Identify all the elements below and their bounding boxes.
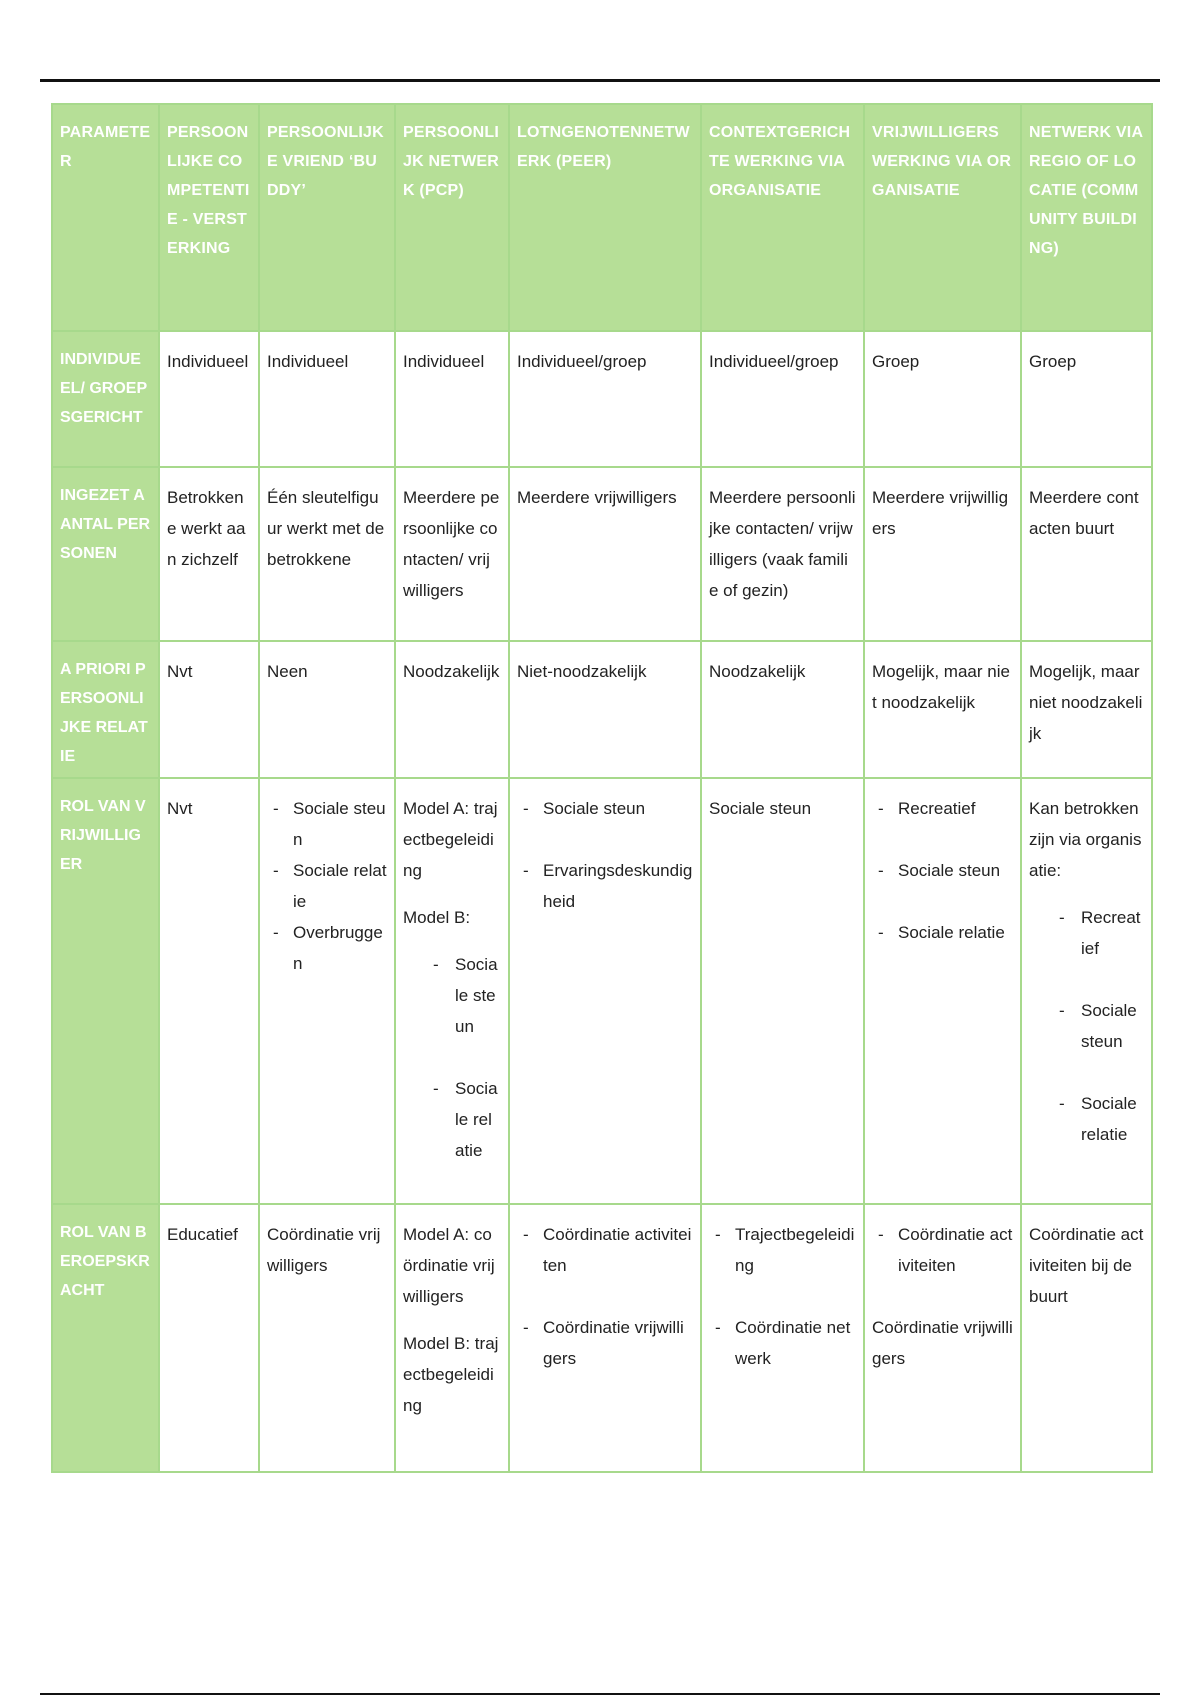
list-item: - Recreatief xyxy=(1029,902,1144,964)
model-a-text: Model A: coördinatie vrijwilligers xyxy=(403,1225,495,1306)
table-cell: Noodzakelijk xyxy=(701,641,864,778)
table-cell xyxy=(509,1204,701,1472)
list-item: - Recreatief xyxy=(872,793,1013,824)
table-cell: Noodzakelijk xyxy=(395,641,509,778)
table-cell: Niet-noodzakelijk xyxy=(509,641,701,778)
table-cell: Meerdere vrijwilligers xyxy=(509,467,701,641)
row-label: ROL VAN VRIJWILLIGER xyxy=(52,778,159,1204)
table-cell: Individueel xyxy=(259,331,395,467)
bullet-list xyxy=(403,949,501,1166)
model-a-text: Model A: trajectbegeleiding xyxy=(403,799,498,880)
table-cell: Meerdere persoonlijke contacten/ vrijwilligers (vaak familie of gezin) xyxy=(701,467,864,641)
table-cell: Individueel xyxy=(395,331,509,467)
header-parameter: PARAMETER xyxy=(52,104,159,331)
table-cell xyxy=(509,778,701,1204)
table-cell: Educatief xyxy=(159,1204,259,1472)
comparison-table-wrapper xyxy=(51,103,1151,1473)
header-buddy: PERSOONLIJKE VRIEND ‘BUDDY’ xyxy=(259,104,395,331)
intro-text: Kan betrokken zijn via organisatie: xyxy=(1029,799,1142,880)
row-label: INDIVIDUEEL/ GROEPSGERICHT xyxy=(52,331,159,467)
table-cell: Nvt xyxy=(159,778,259,1204)
row-label: A PRIORI PERSOONLIJKE RELATIE xyxy=(52,641,159,778)
table-cell xyxy=(395,778,509,1204)
table-row xyxy=(52,778,1152,1204)
list-item: - Overbruggen xyxy=(267,917,387,979)
bullet-list xyxy=(709,1219,856,1374)
list-item: - Sociale steun xyxy=(517,793,693,824)
header-rule xyxy=(40,79,1160,82)
bullet-list xyxy=(517,1219,693,1374)
table-cell xyxy=(1021,778,1152,1204)
table-row xyxy=(52,641,1152,778)
list-item: - Sociale steun xyxy=(1029,995,1144,1057)
list-item: - Coördinatie vrijwilligers xyxy=(517,1312,693,1374)
header-contextgerichte-werking: CONTEXTGERICHTE WERKING VIA ORGANISATIE xyxy=(701,104,864,331)
model-b-text: Model B: xyxy=(403,908,471,927)
table-cell: Groep xyxy=(1021,331,1152,467)
header-persoonlijke-competentie: PERSOONLIJKE COMPETENTIE - VERSTERKING xyxy=(159,104,259,331)
table-cell: Groep xyxy=(864,331,1021,467)
table-cell xyxy=(259,778,395,1204)
footer-rule xyxy=(40,1693,1160,1695)
table-cell xyxy=(864,1204,1021,1472)
comparison-table xyxy=(51,103,1153,1473)
bullet-list xyxy=(872,1219,1013,1281)
bullet-list xyxy=(872,793,1013,948)
list-item: - Coördinatie activiteiten xyxy=(872,1219,1013,1281)
header-vrijwilligerswerking: VRIJWILLIGERSWERKING VIA ORGANISATIE xyxy=(864,104,1021,331)
header-lotgenotennetwerk: LOTNGENOTENNETWERK (PEER) xyxy=(509,104,701,331)
list-item: - Sociale steun xyxy=(267,793,387,855)
bullet-list xyxy=(1029,902,1144,1150)
table-row xyxy=(52,331,1152,467)
list-item: - Ervaringsdeskundigheid xyxy=(517,855,693,917)
table-cell: Één sleutelfiguur werkt met de betrokkene xyxy=(259,467,395,641)
table-row xyxy=(52,467,1152,641)
model-b-text: Model B: trajectbegeleiding xyxy=(403,1334,499,1415)
row-label: ROL VAN BEROEPSKRACHT xyxy=(52,1204,159,1472)
list-item: - Sociale steun xyxy=(403,949,501,1042)
table-cell: Mogelijk, maar niet noodzakelijk xyxy=(864,641,1021,778)
list-item: - Sociale relatie xyxy=(1029,1088,1144,1150)
list-item: - Sociale relatie xyxy=(403,1073,501,1166)
table-cell: Nvt xyxy=(159,641,259,778)
table-cell xyxy=(395,1204,509,1472)
list-item: - Sociale relatie xyxy=(267,855,387,917)
bullet-list xyxy=(517,793,693,917)
table-header-row xyxy=(52,104,1152,331)
table-cell: Individueel xyxy=(159,331,259,467)
cell-text: Coördinatie vrijwilligers xyxy=(872,1318,1013,1368)
row-label: INGEZET AANTAL PERSONEN xyxy=(52,467,159,641)
table-cell: Betrokkene werkt aan zichzelf xyxy=(159,467,259,641)
table-cell: Individueel/groep xyxy=(701,331,864,467)
table-cell: Meerdere contacten buurt xyxy=(1021,467,1152,641)
table-cell xyxy=(864,778,1021,1204)
table-cell: Coördinatie vrijwilligers xyxy=(259,1204,395,1472)
list-item: - Sociale steun xyxy=(872,855,1013,886)
list-item: - Trajectbegeleiding xyxy=(709,1219,856,1281)
header-persoonlijk-netwerk: PERSOONLIJK NETWERK (PCP) xyxy=(395,104,509,331)
table-cell: Meerdere vrijwilligers xyxy=(864,467,1021,641)
list-item: - Coördinatie netwerk xyxy=(709,1312,856,1374)
list-item: - Sociale relatie xyxy=(872,917,1013,948)
table-cell: Coördinatie activiteiten bij de buurt xyxy=(1021,1204,1152,1472)
table-cell: Meerdere persoonlijke contacten/ vrijwilligers xyxy=(395,467,509,641)
list-item: - Coördinatie activiteiten xyxy=(517,1219,693,1281)
table-row xyxy=(52,1204,1152,1472)
bullet-list xyxy=(267,793,387,979)
table-cell: Sociale steun xyxy=(701,778,864,1204)
table-cell xyxy=(701,1204,864,1472)
header-netwerk-regio: NETWERK VIA REGIO OF LOCATIE (COMMUNITY BUILDING) xyxy=(1021,104,1152,331)
table-cell: Mogelijk, maar niet noodzakelijk xyxy=(1021,641,1152,778)
table-cell: Individueel/groep xyxy=(509,331,701,467)
table-cell: Neen xyxy=(259,641,395,778)
